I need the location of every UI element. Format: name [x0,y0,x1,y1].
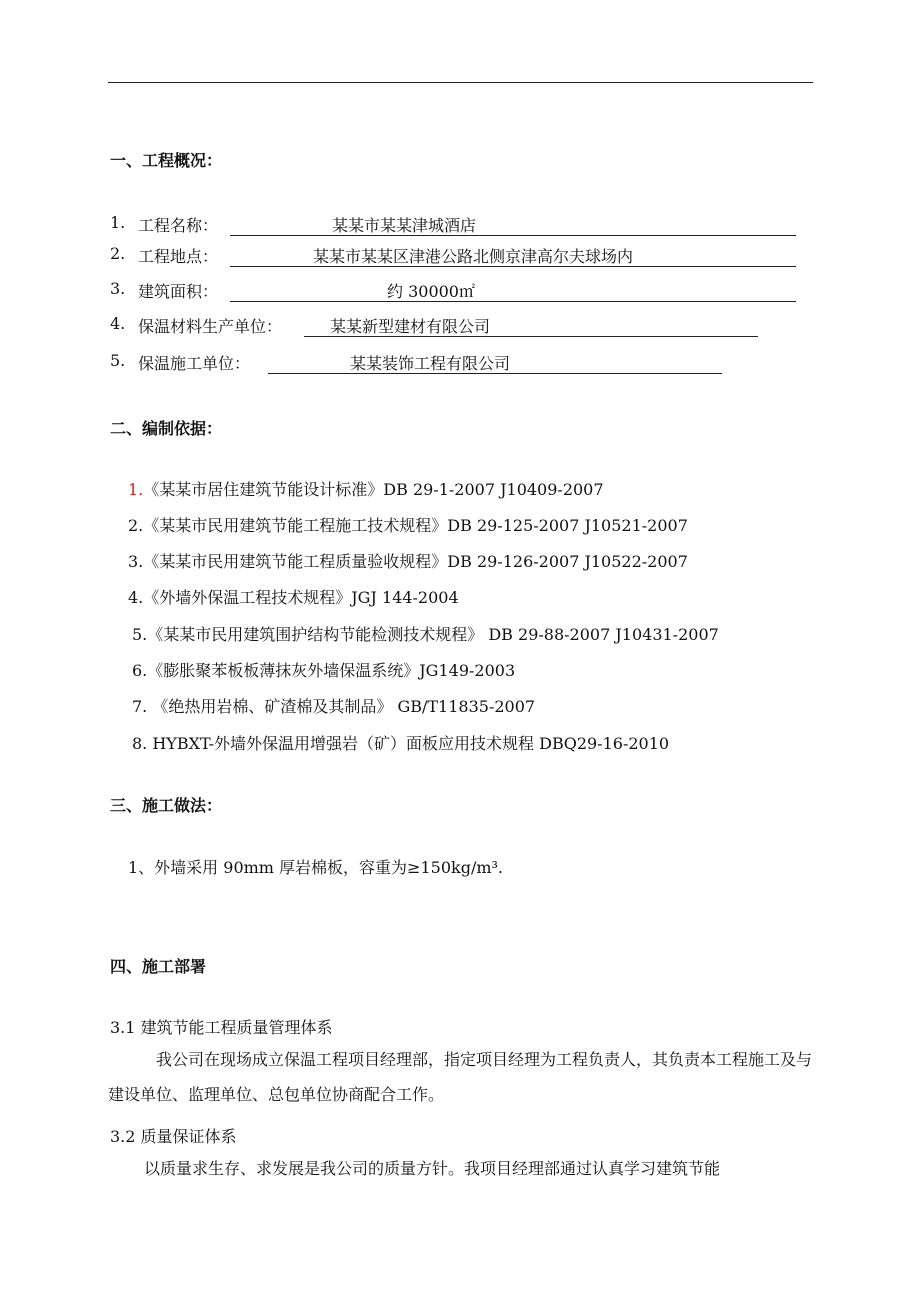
section-heading-deployment: 四、施工部署 [110,957,207,976]
item-value-field [230,279,796,302]
overview-item-contractor [110,351,725,373]
item-label: 保温施工单位： [138,354,251,373]
item-value: 某某市某某津城酒店 [332,216,477,235]
basis-item [132,694,535,717]
basis-text: 《绝热用岩棉、矿渣棉及其制品》 GB/T11835-2007 [147,697,536,716]
basis-number: 8. [132,734,148,753]
basis-text: 《某某市居住建筑节能设计标准》DB 29-1-2007 J10409-2007 [143,480,604,499]
item-number: 1. [110,213,126,232]
section-heading-basis: 二、编制依据： [110,419,223,438]
overview-item-location [110,244,800,266]
basis-item [128,549,688,572]
item-value: 某某市某某区津港公路北侧京津高尔夫球场内 [313,247,634,266]
basis-number: 6. [132,661,148,680]
basis-item [128,477,604,500]
item-label: 工程名称： [138,216,219,235]
item-value-field [304,314,758,337]
basis-text: 《某某市民用建筑节能工程质量验收规程》DB 29-126-2007 J10522-2007 [143,552,688,571]
basis-text: 《膨胀聚苯板板薄抹灰外墙保温系统》JG149-2003 [147,661,516,680]
item-label: 工程地点： [138,247,219,266]
item-value: 约 30000㎡ [387,282,475,301]
item-number: 4. [110,314,126,333]
item-value-field [268,351,722,374]
paragraph-quality-assurance: 以质量求生存、求发展是我公司的质量方针。我项目经理部通过认真学习建筑节能 [144,1159,721,1178]
section-heading-overview: 一、工程概况： [110,151,223,170]
overview-item-area [110,279,800,301]
header-rule [108,82,813,83]
item-value: 某某装饰工程有限公司 [350,354,511,373]
basis-number: 5. [132,625,148,644]
basis-item [128,513,688,536]
subsection-title-quality-management: 3.1 建筑节能工程质量管理体系 [110,1018,333,1037]
item-number: 3. [110,279,126,298]
basis-number: 3. [128,552,144,571]
item-label: 保温材料生产单位： [138,317,283,336]
method-item: 1、外墙采用 90mm 厚岩棉板，容重为≥150kg/m³. [128,858,504,877]
basis-item [132,622,719,645]
item-number: 5. [110,351,126,370]
basis-number: 2. [128,516,144,535]
section-heading-method: 三、施工做法： [110,796,223,815]
basis-text: 《某某市民用建筑围护结构节能检测技术规程》 DB 29-88-2007 J10431-2007 [147,625,719,644]
basis-number: 1. [128,480,144,499]
basis-number: 4. [128,588,144,607]
basis-text: 《某某市民用建筑节能工程施工技术规程》DB 29-125-2007 J10521-2007 [143,516,688,535]
basis-text: 《外墙外保温工程技术规程》JGJ 144-2004 [143,588,459,607]
item-value: 某某新型建材有限公司 [330,317,491,336]
item-label: 建筑面积： [138,282,219,301]
item-value-field [230,213,796,236]
item-number: 2. [110,244,126,263]
overview-item-manufacturer [110,314,760,336]
item-value-field [230,244,796,267]
subsection-title-quality-assurance: 3.2 质量保证体系 [110,1127,237,1146]
basis-text: HYBXT-外墙外保温用增强岩（矿）面板应用技术规程 DBQ29-16-2010 [147,734,670,753]
basis-item [132,731,669,754]
overview-item-name [110,213,800,235]
basis-item [132,658,515,681]
basis-item [128,585,459,608]
basis-number: 7. [132,697,148,716]
paragraph-quality-management: 我公司在现场成立保温工程项目经理部，指定项目经理为工程负责人，其负责本工程施工及与建设单位、监理单位、总包单位协商配合工作。 [108,1050,813,1104]
